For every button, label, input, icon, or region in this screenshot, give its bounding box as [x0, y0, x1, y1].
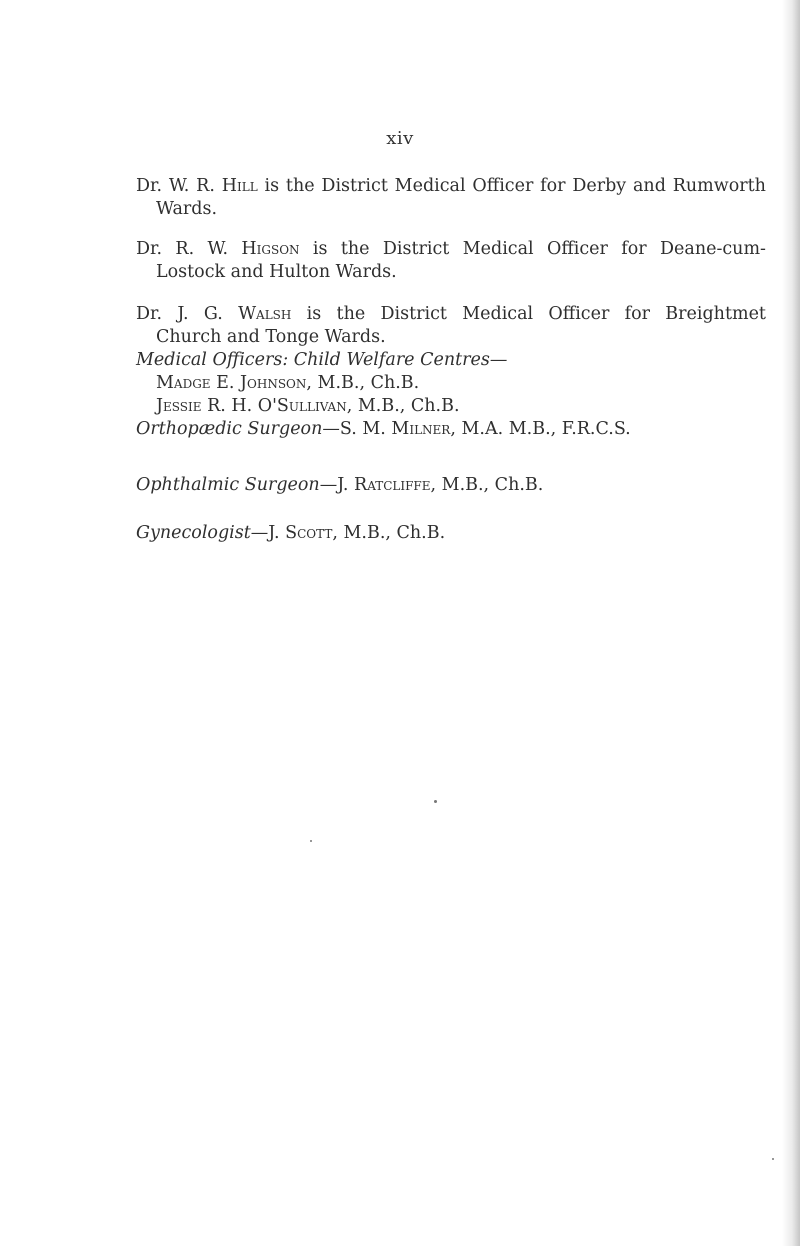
orthopaedic-role: Orthopædic Surgeon— — [136, 419, 340, 439]
scan-speck — [310, 840, 312, 842]
entry-walsh-text-cont: Church and Tonge Wards. — [156, 327, 386, 347]
entry-orthopaedic — [136, 418, 766, 441]
ophthalmic-role: Ophthalmic Surgeon— — [136, 475, 338, 495]
scan-speck — [434, 800, 437, 803]
child-welfare-officer — [136, 372, 766, 395]
entry-gynecologist — [136, 522, 766, 545]
entry-walsh-name: Walsh — [238, 304, 292, 324]
entry-higson-name: Higson — [241, 239, 300, 259]
entry-walsh — [136, 303, 766, 349]
entry-hill-prefix: Dr. W. R. — [136, 176, 215, 196]
child-welfare-heading: Medical Officers: Child Welfare Centres— — [136, 350, 508, 370]
entry-higson-text: is the District Medical Officer for Deane-cum- — [312, 239, 766, 259]
entry-ophthalmic — [136, 474, 766, 497]
child-welfare-officer-name: Madge E. Johnson, — [156, 373, 312, 393]
entry-walsh-text: is the District Medical Officer for Breightmet — [306, 304, 766, 324]
entry-hill-text-cont: Wards. — [156, 199, 218, 219]
entry-hill-name: Hill — [221, 176, 258, 196]
gynecologist-qualifications: M.B., Ch.B. — [343, 523, 446, 543]
entry-hill-text: is the District Medical Officer for Derby and Rumworth — [264, 176, 766, 196]
gynecologist-prefix: J. — [268, 523, 280, 543]
entry-child-welfare — [136, 349, 766, 418]
entry-higson — [136, 238, 766, 284]
orthopaedic-name: Milner, — [391, 419, 456, 439]
entry-walsh-prefix: Dr. J. G. — [136, 304, 223, 324]
entry-higson-prefix: Dr. R. W. — [136, 239, 229, 259]
child-welfare-officer-qualifications: M.B., Ch.B. — [317, 373, 420, 393]
child-welfare-officer-name: Jessie R. H. O'Sullivan, — [156, 396, 353, 416]
orthopaedic-qualifications: M.A. M.B., F.R.C.S. — [461, 419, 631, 439]
entry-higson-text-cont: Lostock and Hulton Wards. — [156, 262, 397, 282]
orthopaedic-prefix: S. M. — [339, 419, 386, 439]
page-edge-shadow — [782, 0, 800, 1246]
ophthalmic-prefix: J. — [337, 475, 349, 495]
scan-speck — [772, 1158, 774, 1160]
gynecologist-name: Scott, — [285, 523, 338, 543]
gynecologist-role: Gynecologist— — [136, 523, 269, 543]
ophthalmic-name: Ratcliffe, — [354, 475, 437, 495]
entry-hill — [136, 175, 766, 221]
child-welfare-officer — [136, 395, 766, 418]
child-welfare-officer-qualifications: M.B., Ch.B. — [357, 396, 460, 416]
ophthalmic-qualifications: M.B., Ch.B. — [441, 475, 544, 495]
page-number: xiv — [386, 128, 414, 149]
